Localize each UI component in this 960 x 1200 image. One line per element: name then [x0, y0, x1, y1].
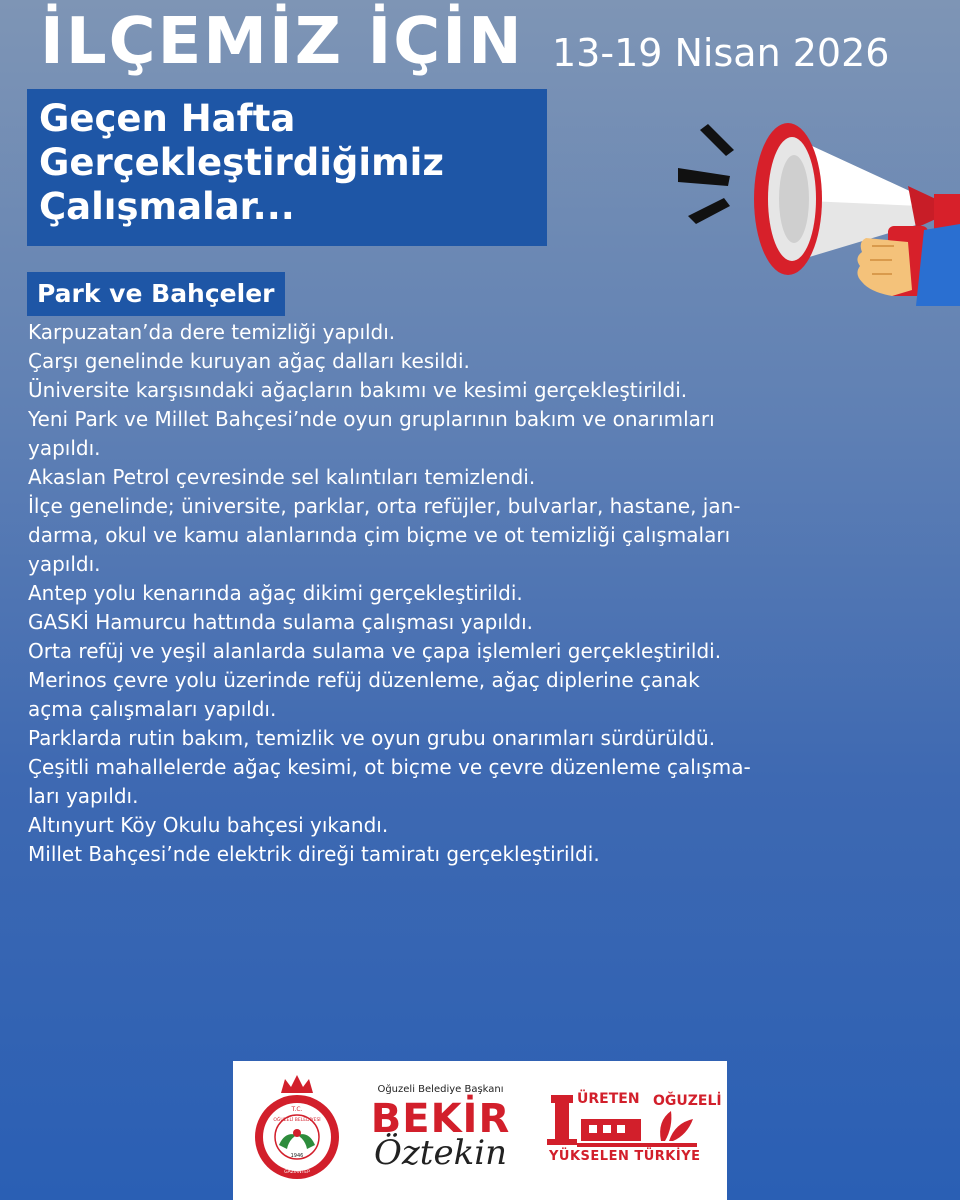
- subtitle-line: Geçen Hafta: [39, 97, 296, 140]
- list-item: Çeşitli mahallelerde ağaç kesimi, ot biçme ve çevre düzenleme çalışma-: [28, 755, 751, 779]
- mayor-last-name: Öztekin: [374, 1133, 507, 1173]
- logo-tc-text: T.C.: [291, 1106, 303, 1113]
- list-item: Merinos çevre yolu üzerinde refüj düzenleme, ağaç diplerine çanak: [28, 668, 700, 692]
- mayor-title: Oğuzeli Belediye Başkanı: [377, 1084, 504, 1095]
- slogan-bottom: YÜKSELEN TÜRKİYE: [549, 1149, 701, 1164]
- list-item: Millet Bahçesi’nde elektrik direği tamiratı gerçekleştirildi.: [28, 842, 600, 866]
- list-item: GASKİ Hamurcu hattında sulama çalışması yapıldı.: [28, 610, 534, 634]
- slogan-top-right: OĞUZELİ: [653, 1093, 722, 1109]
- subtitle-box: [27, 89, 547, 246]
- logo-name-text: OĞUZELİ BELEDİYESİ: [273, 1118, 321, 1123]
- list-item: yapıldı.: [28, 552, 101, 576]
- list-item: Altınyurt Köy Okulu bahçesi yıkandı.: [28, 813, 389, 837]
- list-item: Yeni Park ve Millet Bahçesi’nde oyun gruplarının bakım ve onarımları: [28, 407, 715, 431]
- subtitle-line: Gerçekleştirdiğimiz: [39, 141, 444, 184]
- mayor-first-name: BEKİR: [370, 1096, 511, 1142]
- headline: İLÇEMİZ İÇİN: [40, 5, 524, 79]
- slogan-top-left: ÜRETEN: [577, 1091, 640, 1107]
- list-item: Parklarda rutin bakım, temizlik ve oyun grubu onarımları sürdürüldü.: [28, 726, 716, 750]
- date-label: 13-19 Nisan 2026: [552, 31, 890, 75]
- list-item: Orta refüj ve yeşil alanlarda sulama ve çapa işlemleri gerçekleştirildi.: [28, 639, 722, 663]
- list-item: yapıldı.: [28, 436, 101, 460]
- subtitle-line: Çalışmalar...: [39, 185, 295, 228]
- list-item: darma, okul ve kamu alanlarında çim biçme ve ot temizliği çalışmaları: [28, 523, 731, 547]
- work-list: [28, 318, 938, 869]
- list-item: Çarşı genelinde kuruyan ağaç dalları kesildi.: [28, 349, 470, 373]
- logo-city-text: GAZİANTEP: [284, 1170, 310, 1175]
- municipality-logo: [251, 1071, 343, 1189]
- list-item: açma çalışmaları yapıldı.: [28, 697, 277, 721]
- footer-logos: [233, 1061, 727, 1200]
- list-item: Üniversite karşısındaki ağaçların bakımı ve kesimi gerçekleştirildi.: [28, 378, 688, 402]
- list-item: Akaslan Petrol çevresinde sel kalıntıları temizlendi.: [28, 465, 536, 489]
- megaphone-icon: [676, 106, 960, 311]
- list-item: İlçe genelinde; üniversite, parklar, orta refüjler, bulvarlar, hastane, jan-: [28, 494, 741, 518]
- list-item: Karpuzatan’da dere temizliği yapıldı.: [28, 320, 396, 344]
- mayor-signature: [368, 1083, 513, 1171]
- slogan-logo: [541, 1091, 722, 1181]
- list-item: Antep yolu kenarında ağaç dikimi gerçekleştirildi.: [28, 581, 523, 605]
- logo-year-text: 1946: [290, 1153, 304, 1159]
- section-label: Park ve Bahçeler: [27, 272, 285, 316]
- list-item: ları yapıldı.: [28, 784, 139, 808]
